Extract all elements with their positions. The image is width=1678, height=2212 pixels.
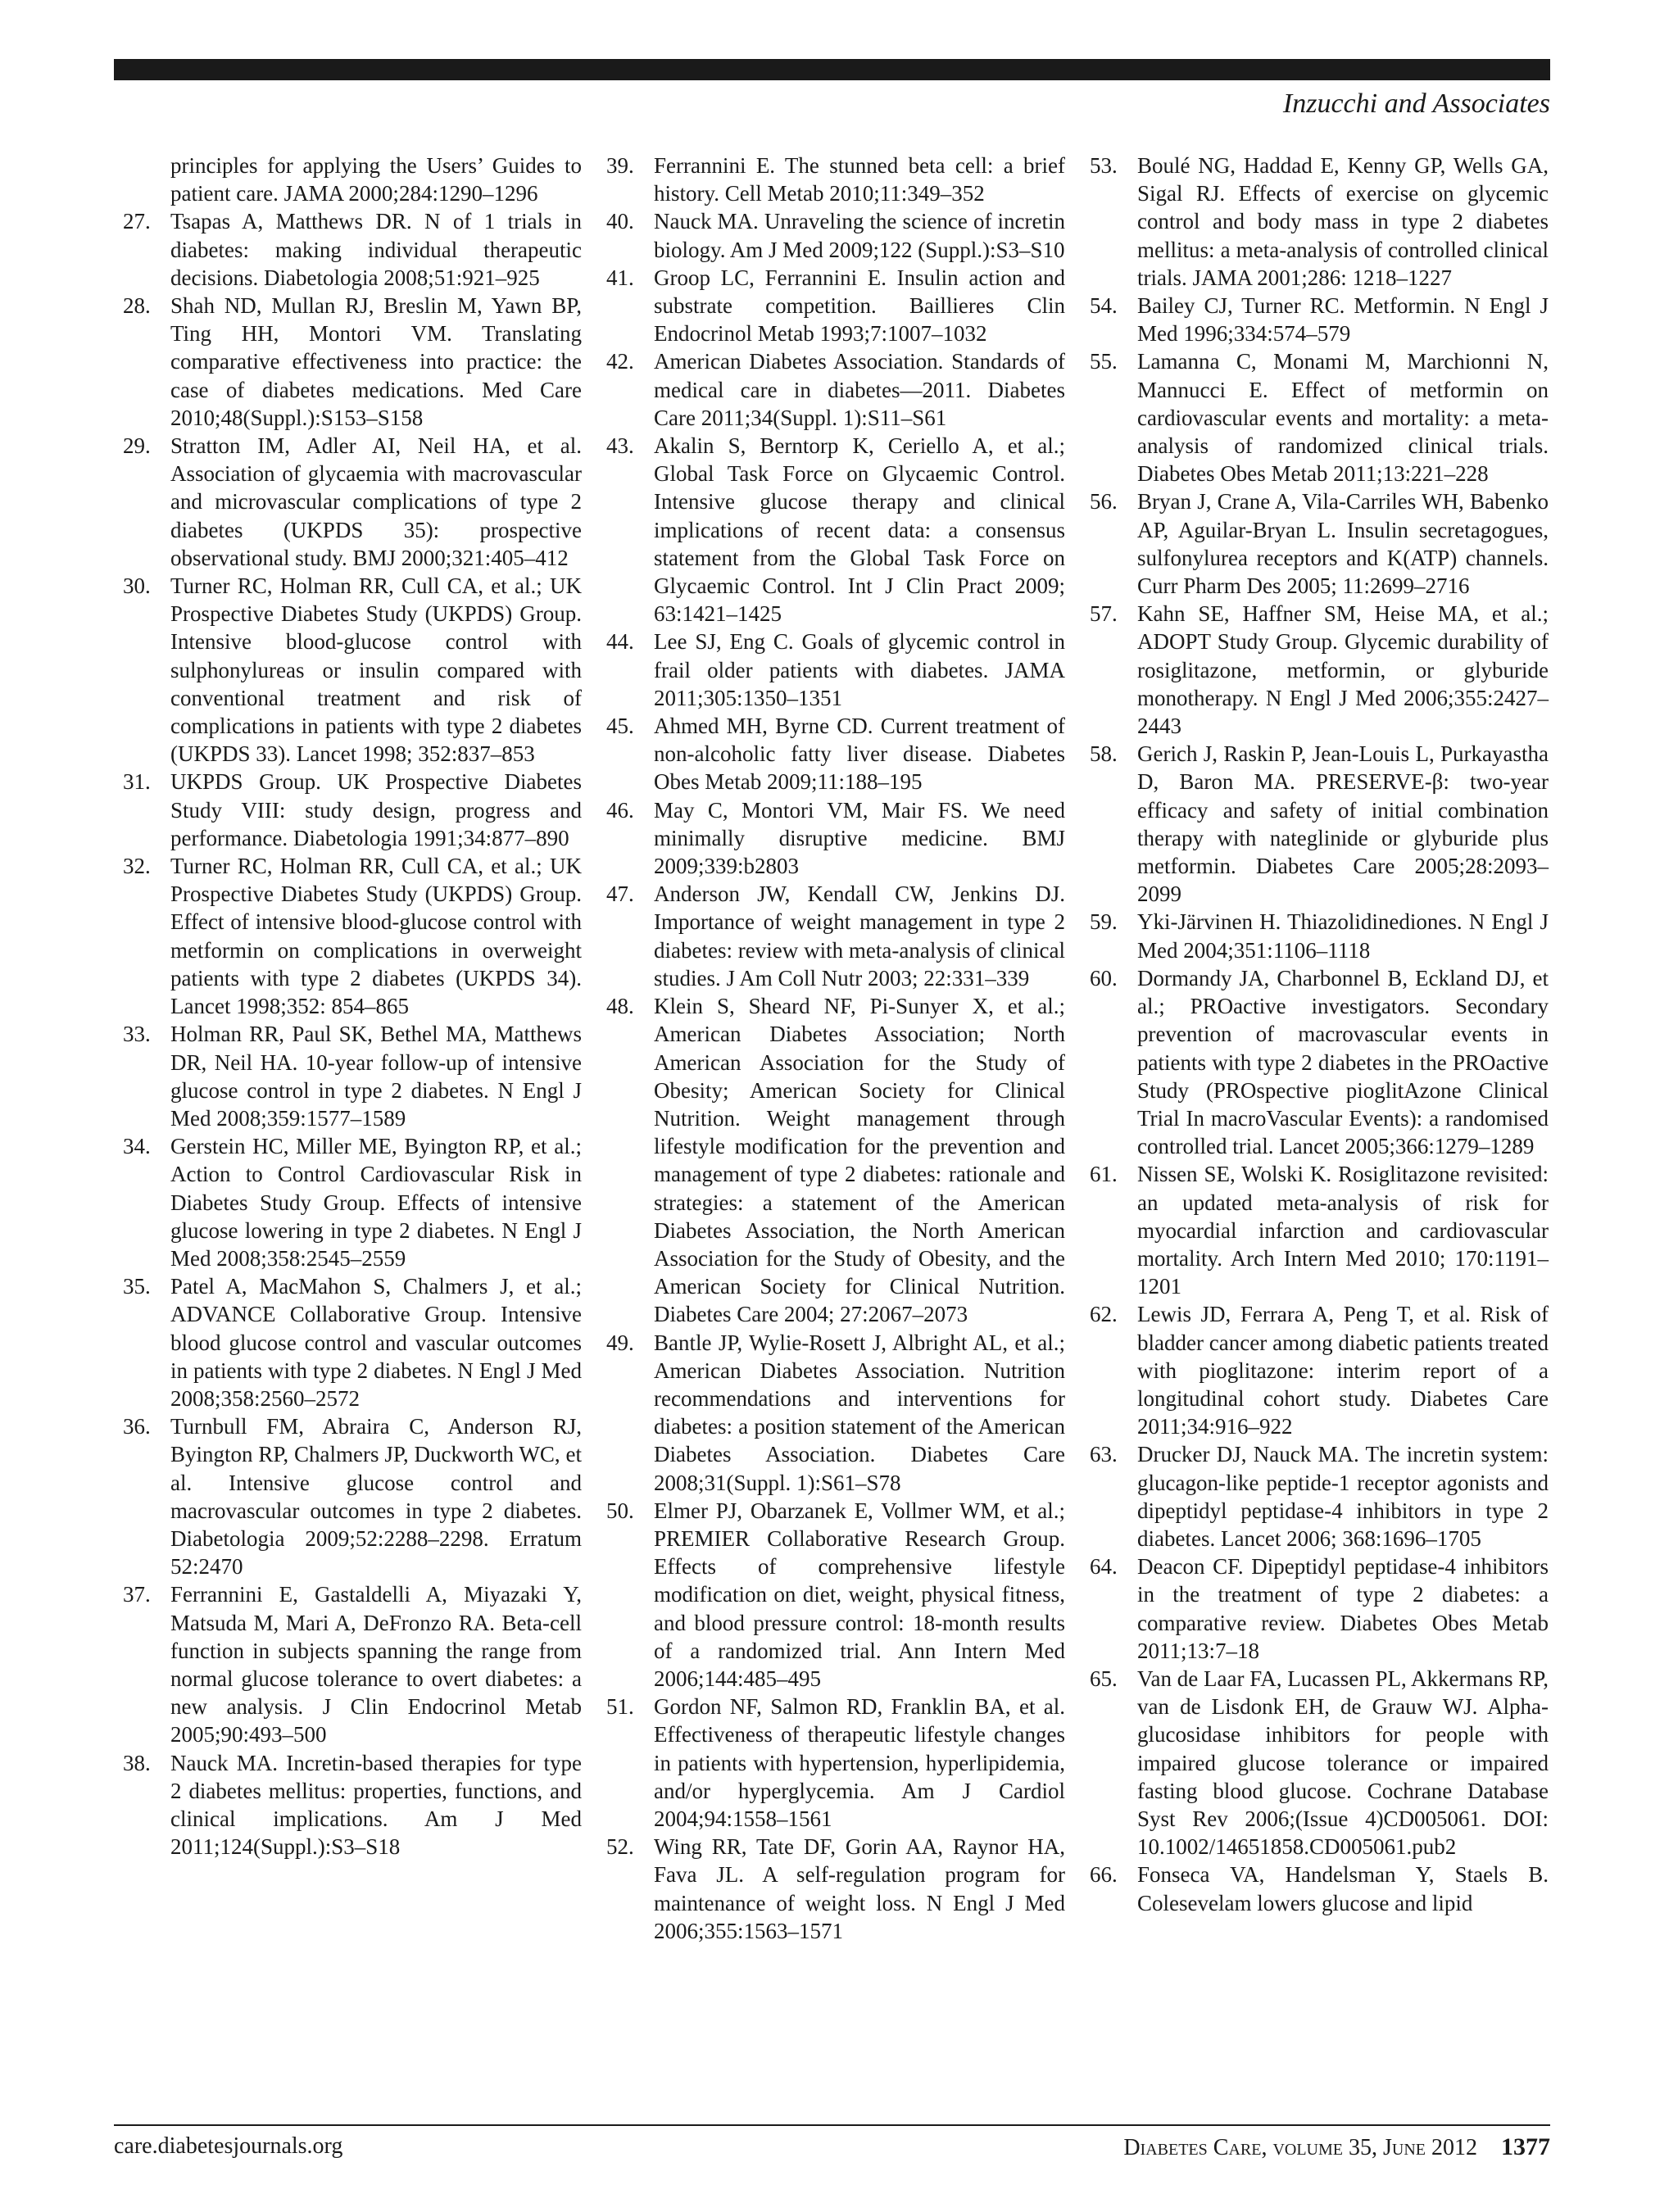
- reference-item: [123, 207, 582, 292]
- reference-item: [1090, 1665, 1549, 1861]
- reference-text: Gordon NF, Salmon RD, Franklin BA, et al. Effectiveness of therapeutic lifestyle changes in patients with hypertension, hyperlipidemia, and/or hyperglycemia. Am J Cardiol 2004;94:1558–1561: [654, 1694, 1065, 1831]
- reference-text: Nauck MA. Incretin-based therapies for type 2 diabetes mellitus: properties, functions, and clinical implications. Am J Med 2011;124(Suppl.):S3–S18: [170, 1750, 582, 1860]
- reference-text: Lamanna C, Monami M, Marchionni N, Mannucci E. Effect of metformin on cardiovascular events and mortality: a meta-analysis of randomized clinical trials. Diabetes Obes Metab 2011;13:221–228: [1137, 349, 1549, 487]
- reference-number: 33.: [123, 1022, 151, 1047]
- reference-item: [123, 852, 582, 1020]
- reference-item: [1090, 1440, 1549, 1552]
- running-head: Inzucchi and Associates: [1282, 88, 1550, 119]
- reference-number: 58.: [1090, 741, 1118, 767]
- reference-text: Ferrannini E. The stunned beta cell: a brief history. Cell Metab 2010;11:349–352: [654, 153, 1065, 206]
- reference-text: Turnbull FM, Abraira C, Anderson RJ, Byington RP, Chalmers JP, Duckworth WC, et al. Intensive glucose control and macrovascular outcomes in type 2 diabetes. Diabetologia 2009;52:2288–2298. Erratum 52:2470: [170, 1414, 582, 1580]
- reference-item: [1090, 1552, 1549, 1665]
- reference-text: Klein S, Sheard NF, Pi-Sunyer X, et al.; American Diabetes Association; North American Association for the Study of Obesity; American Society for Clinical Nutrition. Weight management through lifestyle modification for the prevention and management of type 2 diabetes: rationale and strategies: a statement of the American Diabetes Association, the North American Association for the Study of Obesity, and the American Society for Clinical Nutrition. Diabetes Care 2004; 27:2067–2073: [654, 994, 1065, 1327]
- reference-number: 37.: [123, 1582, 151, 1607]
- reference-number: 31.: [123, 769, 151, 795]
- reference-number: 48.: [606, 994, 634, 1019]
- reference-text: Bantle JP, Wylie-Rosett J, Albright AL, et al.; American Diabetes Association. Nutrition recommendations and interventions for diabetes: a position statement of the American Diabetes Association. Diabetes Care 2008;31(Suppl. 1):S61–S78: [654, 1330, 1065, 1495]
- reference-item: [1090, 152, 1549, 292]
- footer-journal: Diabetes Care, volume 35, June 2012: [1123, 2135, 1477, 2160]
- reference-item: [1090, 1160, 1549, 1300]
- reference-number: 39.: [606, 153, 634, 178]
- reference-item: [1090, 908, 1549, 963]
- reference-item: [123, 1412, 582, 1580]
- reference-item: [1090, 292, 1549, 347]
- page-number: 1377: [1501, 2133, 1550, 2160]
- reference-number: 65.: [1090, 1666, 1118, 1691]
- reference-text: Gerstein HC, Miller ME, Byington RP, et al.; Action to Control Cardiovascular Risk in Diabetes Study Group. Effects of intensive glucose lowering in type 2 diabetes. N Engl J Med 2008;358:2545–2559: [170, 1134, 582, 1271]
- reference-number: 49.: [606, 1330, 634, 1355]
- reference-item: [123, 432, 582, 572]
- reference-number: 53.: [1090, 153, 1118, 178]
- reference-text: Drucker DJ, Nauck MA. The incretin system: glucagon-like peptide-1 receptor agonists and dipeptidyl peptidase-4 inhibitors in type 2 diabetes. Lancet 2006; 368:1696–1705: [1137, 1442, 1549, 1551]
- reference-text: Akalin S, Berntorp K, Ceriello A, et al.; Global Task Force on Glycaemic Control. Intensive glucose therapy and clinical implications of recent data: a consensus statement from the Global Task Force on Glycaemic Control. Int J Clin Pract 2009; 63:1421–1425: [654, 433, 1065, 627]
- reference-item: [123, 1749, 582, 1861]
- reference-number: 63.: [1090, 1442, 1118, 1467]
- reference-continuation: principles for applying the Users’ Guides to patient care. JAMA 2000;284:1290–1296: [170, 153, 582, 206]
- reference-number: 55.: [1090, 349, 1118, 374]
- reference-text: Ahmed MH, Byrne CD. Current treatment of non-alcoholic fatty liver disease. Diabetes Obes Metab 2009;11:188–195: [654, 714, 1065, 795]
- reference-text: Nissen SE, Wolski K. Rosiglitazone revisited: an updated meta-analysis of risk for myocardial infarction and cardiovascular mortality. Arch Intern Med 2010; 170:1191–1201: [1137, 1162, 1549, 1299]
- reference-text: UKPDS Group. UK Prospective Diabetes Study VIII: study design, progress and performance. Diabetologia 1991;34:877–890: [170, 769, 582, 850]
- reference-text: Stratton IM, Adler AI, Neil HA, et al. Association of glycaemia with macrovascular and microvascular complications of type 2 diabetes (UKPDS 35): prospective observational study. BMJ 2000;321:405–412: [170, 433, 582, 570]
- reference-item: [1090, 964, 1549, 1160]
- reference-item: [123, 1272, 582, 1412]
- reference-text: Groop LC, Ferrannini E. Insulin action and substrate competition. Baillieres Clin Endocrinol Metab 1993;7:1007–1032: [654, 265, 1065, 347]
- footer-citation: [1123, 2133, 1550, 2161]
- reference-item: [606, 152, 1065, 207]
- reference-item: [606, 264, 1065, 348]
- reference-text: Bailey CJ, Turner RC. Metformin. N Engl J Med 1996;334:574–579: [1137, 293, 1549, 347]
- reference-item: [606, 796, 1065, 881]
- reference-number: 52.: [606, 1834, 634, 1860]
- reference-item: [606, 1833, 1065, 1945]
- reference-text: Nauck MA. Unraveling the science of incretin biology. Am J Med 2009;122 (Suppl.):S3–S10: [654, 209, 1065, 262]
- reference-item: [606, 628, 1065, 712]
- reference-text: Yki-Järvinen H. Thiazolidinediones. N Engl J Med 2004;351:1106–1118: [1137, 909, 1549, 963]
- reference-number: 60.: [1090, 965, 1118, 990]
- reference-text: Kahn SE, Haffner SM, Heise MA, et al.; ADOPT Study Group. Glycemic durability of rosiglitazone, metformin, or glyburide monotherapy. N Engl J Med 2006;355:2427–2443: [1137, 601, 1549, 739]
- reference-item: [123, 1580, 582, 1748]
- reference-text: Turner RC, Holman RR, Cull CA, et al.; UK Prospective Diabetes Study (UKPDS) Group. Intensive blood-glucose control with sulphonylureas or insulin compared with conventional treatment and risk of complications in patients with type 2 diabetes (UKPDS 33). Lancet 1998; 352:837–853: [170, 573, 582, 767]
- reference-number: 35.: [123, 1274, 151, 1299]
- reference-text: Shah ND, Mullan RJ, Breslin M, Yawn BP, Ting HH, Montori VM. Translating comparative effectiveness into practice: the case of diabetes medications. Med Care 2010;48(Suppl.):S153–S158: [170, 293, 582, 430]
- reference-number: 57.: [1090, 601, 1118, 627]
- reference-number: 40.: [606, 209, 634, 234]
- reference-number: 28.: [123, 293, 151, 319]
- reference-text: Deacon CF. Dipeptidyl peptidase-4 inhibitors in the treatment of type 2 diabetes: a comparative review. Diabetes Obes Metab 2011;13:7–18: [1137, 1554, 1549, 1663]
- footer-url: care.diabetesjournals.org: [114, 2133, 343, 2159]
- reference-number: 51.: [606, 1694, 634, 1720]
- reference-text: May C, Montori VM, Mair FS. We need minimally disruptive medicine. BMJ 2009;339:b2803: [654, 797, 1065, 879]
- reference-number: 56.: [1090, 489, 1118, 514]
- reference-number: 36.: [123, 1414, 151, 1439]
- reference-item: [606, 1497, 1065, 1693]
- reference-text: Van de Laar FA, Lucassen PL, Akkermans RP, van de Lisdonk EH, de Grauw WJ. Alpha-glucosidase inhibitors for people with impaired glucose tolerance or impaired fasting blood glucose. Cochrane Database Syst Rev 2006;(Issue 4)CD005061. DOI: 10.1002/14651858.CD005061.pub2: [1137, 1666, 1549, 1860]
- reference-text: Gerich J, Raskin P, Jean-Louis L, Purkayastha D, Baron MA. PRESERVE-β: two-year efficacy and safety of initial combination therapy with nateglinide or glyburide plus metformin. Diabetes Care 2005;28:2093–2099: [1137, 741, 1549, 907]
- reference-number: 64.: [1090, 1554, 1118, 1580]
- reference-text: Ferrannini E, Gastaldelli A, Miyazaki Y, Matsuda M, Mari A, DeFronzo RA. Beta-cell function in subjects spanning the range from normal glucose tolerance to overt diabetes: a new analysis. J Clin Endocrinol Metab 2005;90:493–500: [170, 1582, 582, 1747]
- reference-item: [1090, 487, 1549, 600]
- reference-number: 27.: [123, 209, 151, 234]
- reference-item: [606, 880, 1065, 992]
- reference-item: [123, 1020, 582, 1132]
- reference-text: Patel A, MacMahon S, Chalmers J, et al.; ADVANCE Collaborative Group. Intensive blood glucose control and vascular outcomes in patients with type 2 diabetes. N Engl J Med 2008;358:2560–2572: [170, 1274, 582, 1411]
- reference-column-2: [606, 152, 1065, 1945]
- reference-item: [123, 572, 582, 768]
- reference-number: 43.: [606, 433, 634, 459]
- reference-number: 44.: [606, 629, 634, 655]
- reference-text: American Diabetes Association. Standards of medical care in diabetes—2011. Diabetes Care 2011;34(Suppl. 1):S11–S61: [654, 349, 1065, 430]
- reference-number: 54.: [1090, 293, 1118, 319]
- reference-item: [123, 768, 582, 852]
- reference-item: [123, 1132, 582, 1272]
- reference-item: [1090, 1300, 1549, 1440]
- reference-number: 47.: [606, 882, 634, 907]
- reference-item: [606, 1329, 1065, 1497]
- header-rule: [114, 59, 1550, 80]
- reference-number: 41.: [606, 265, 634, 290]
- reference-item: [123, 292, 582, 432]
- reference-column-3: [1090, 152, 1549, 1917]
- reference-item: [606, 432, 1065, 628]
- reference-item: [1090, 1861, 1549, 1916]
- reference-number: 30.: [123, 573, 151, 599]
- reference-column-1: [123, 152, 582, 1861]
- reference-number: 34.: [123, 1134, 151, 1159]
- reference-text: Bryan J, Crane A, Vila-Carriles WH, Babenko AP, Aguilar-Bryan L. Insulin secretagogues, sulfonylurea receptors and K(ATP) channels. Curr Pharm Des 2005; 11:2699–2716: [1137, 489, 1549, 599]
- reference-text: Turner RC, Holman RR, Cull CA, et al.; UK Prospective Diabetes Study (UKPDS) Group. Effect of intensive blood-glucose control with metformin on complications in overweight patients with type 2 diabetes (UKPDS 34). Lancet 1998;352: 854–865: [170, 854, 582, 1019]
- reference-number: 62.: [1090, 1302, 1118, 1327]
- reference-item: [606, 712, 1065, 796]
- reference-text: Elmer PJ, Obarzanek E, Vollmer WM, et al.; PREMIER Collaborative Research Group. Effects of comprehensive lifestyle modification on diet, weight, physical fitness, and blood pressure control: 18-month results of a randomized trial. Ann Intern Med 2006;144:485–495: [654, 1498, 1065, 1691]
- reference-text: Anderson JW, Kendall CW, Jenkins DJ. Importance of weight management in type 2 diabetes: review with meta-analysis of clinical studies. J Am Coll Nutr 2003; 22:331–339: [654, 882, 1065, 990]
- footer-rule: [114, 2124, 1550, 2126]
- reference-number: 42.: [606, 349, 634, 374]
- reference-item: [606, 1693, 1065, 1833]
- reference-item: [606, 992, 1065, 1328]
- reference-text: Fonseca VA, Handelsman Y, Staels B. Colesevelam lowers glucose and lipid: [1137, 1862, 1549, 1915]
- reference-number: 45.: [606, 714, 634, 739]
- reference-text: Holman RR, Paul SK, Bethel MA, Matthews DR, Neil HA. 10-year follow-up of intensive glucose control in type 2 diabetes. N Engl J Med 2008;359:1577–1589: [170, 1022, 582, 1131]
- reference-text: Wing RR, Tate DF, Gorin AA, Raynor HA, Fava JL. A self-regulation program for maintenance of weight loss. N Engl J Med 2006;355:1563–1571: [654, 1834, 1065, 1943]
- reference-text: Dormandy JA, Charbonnel B, Eckland DJ, et al.; PROactive investigators. Secondary prevention of macrovascular events in patients with type 2 diabetes in the PROactive Study (PROspective pioglitAzone Clinical Trial In macroVascular Events): a randomised controlled trial. Lancet 2005;366:1279–1289: [1137, 965, 1549, 1159]
- reference-item: [1090, 347, 1549, 487]
- reference-number: 46.: [606, 797, 634, 823]
- reference-number: 38.: [123, 1750, 151, 1775]
- reference-item: [606, 347, 1065, 432]
- reference-item: [606, 207, 1065, 263]
- reference-item: [1090, 600, 1549, 740]
- reference-number: 32.: [123, 854, 151, 879]
- reference-number: 59.: [1090, 909, 1118, 935]
- reference-number: 61.: [1090, 1162, 1118, 1187]
- reference-text: Lee SJ, Eng C. Goals of glycemic control in frail older patients with diabetes. JAMA 2011;305:1350–1351: [654, 629, 1065, 710]
- reference-text: Lewis JD, Ferrara A, Peng T, et al. Risk of bladder cancer among diabetic patients treated with pioglitazone: interim report of a longitudinal cohort study. Diabetes Care 2011;34:916–922: [1137, 1302, 1549, 1439]
- reference-number: 50.: [606, 1498, 634, 1523]
- reference-text: Boulé NG, Haddad E, Kenny GP, Wells GA, Sigal RJ. Effects of exercise on glycemic control and body mass in type 2 diabetes mellitus: a meta-analysis of controlled clinical trials. JAMA 2001;286: 1218–1227: [1137, 153, 1549, 290]
- reference-number: 66.: [1090, 1862, 1118, 1888]
- reference-number: 29.: [123, 433, 151, 459]
- reference-item: [1090, 740, 1549, 908]
- reference-text: Tsapas A, Matthews DR. N of 1 trials in diabetes: making individual therapeutic decisions. Diabetologia 2008;51:921–925: [170, 209, 582, 290]
